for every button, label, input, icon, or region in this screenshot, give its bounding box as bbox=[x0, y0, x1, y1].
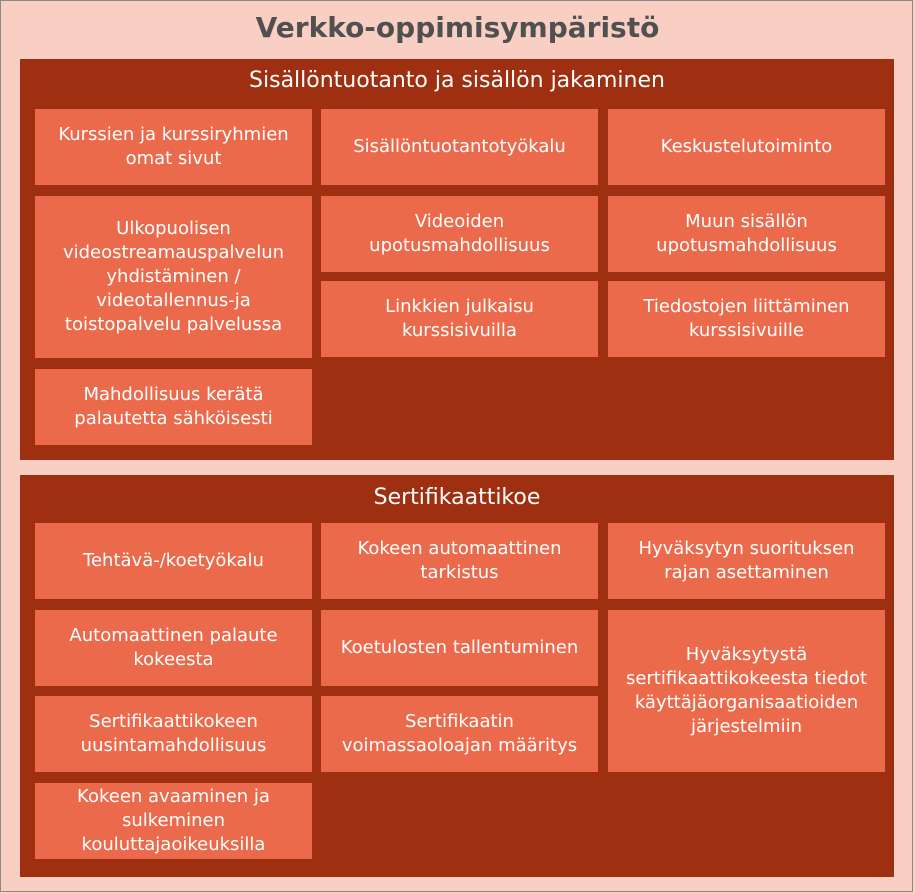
diagram-box: Linkkien julkaisu kurssisivuilla bbox=[321, 281, 598, 357]
diagram-box: Mahdollisuus kerätä palautetta sähköisesti bbox=[35, 369, 312, 445]
diagram-title: Verkko-oppimisympäristö bbox=[255, 11, 660, 44]
diagram-box: Kurssien ja kurssiryhmien omat sivut bbox=[35, 109, 312, 185]
diagram-box: Tehtävä-/koetyökalu bbox=[35, 523, 312, 599]
section-content-production bbox=[20, 59, 894, 460]
section-title: Sertifikaattikoe bbox=[373, 485, 541, 510]
section-title: Sisällöntuotanto ja sisällön jakaminen bbox=[249, 68, 665, 93]
diagram-box: Sisällöntuotantotyökalu bbox=[321, 109, 598, 185]
diagram-box: Hyväksytystä sertifikaattikokeesta tiedot käyttäjäorganisaatioiden järjestelmiin bbox=[608, 610, 885, 772]
diagram-box: Videoiden upotusmahdollisuus bbox=[321, 196, 598, 272]
diagram-box: Muun sisällön upotusmahdollisuus bbox=[608, 196, 885, 272]
diagram-box: Koetulosten tallentuminen bbox=[321, 610, 598, 686]
diagram-box: Tiedostojen liittäminen kurssisivuille bbox=[608, 281, 885, 357]
diagram-box: Hyväksytyn suorituksen rajan asettaminen bbox=[608, 523, 885, 599]
diagram-box: Ulkopuolisen videostreamauspalvelun yhdistäminen / videotallennus-ja toistopalvelu palvelussa bbox=[35, 196, 312, 358]
diagram-box: Automaattinen palaute kokeesta bbox=[35, 610, 312, 686]
diagram-box: Sertifikaattikokeen uusintamahdollisuus bbox=[35, 696, 312, 772]
diagram-box: Sertifikaatin voimassaoloajan määritys bbox=[321, 696, 598, 772]
section-certificate-exam bbox=[20, 475, 894, 877]
diagram-box: Kokeen avaaminen ja sulkeminen kouluttajaoikeuksilla bbox=[35, 783, 312, 859]
diagram-box: Keskustelutoiminto bbox=[608, 109, 885, 185]
diagram-box: Kokeen automaattinen tarkistus bbox=[321, 523, 598, 599]
